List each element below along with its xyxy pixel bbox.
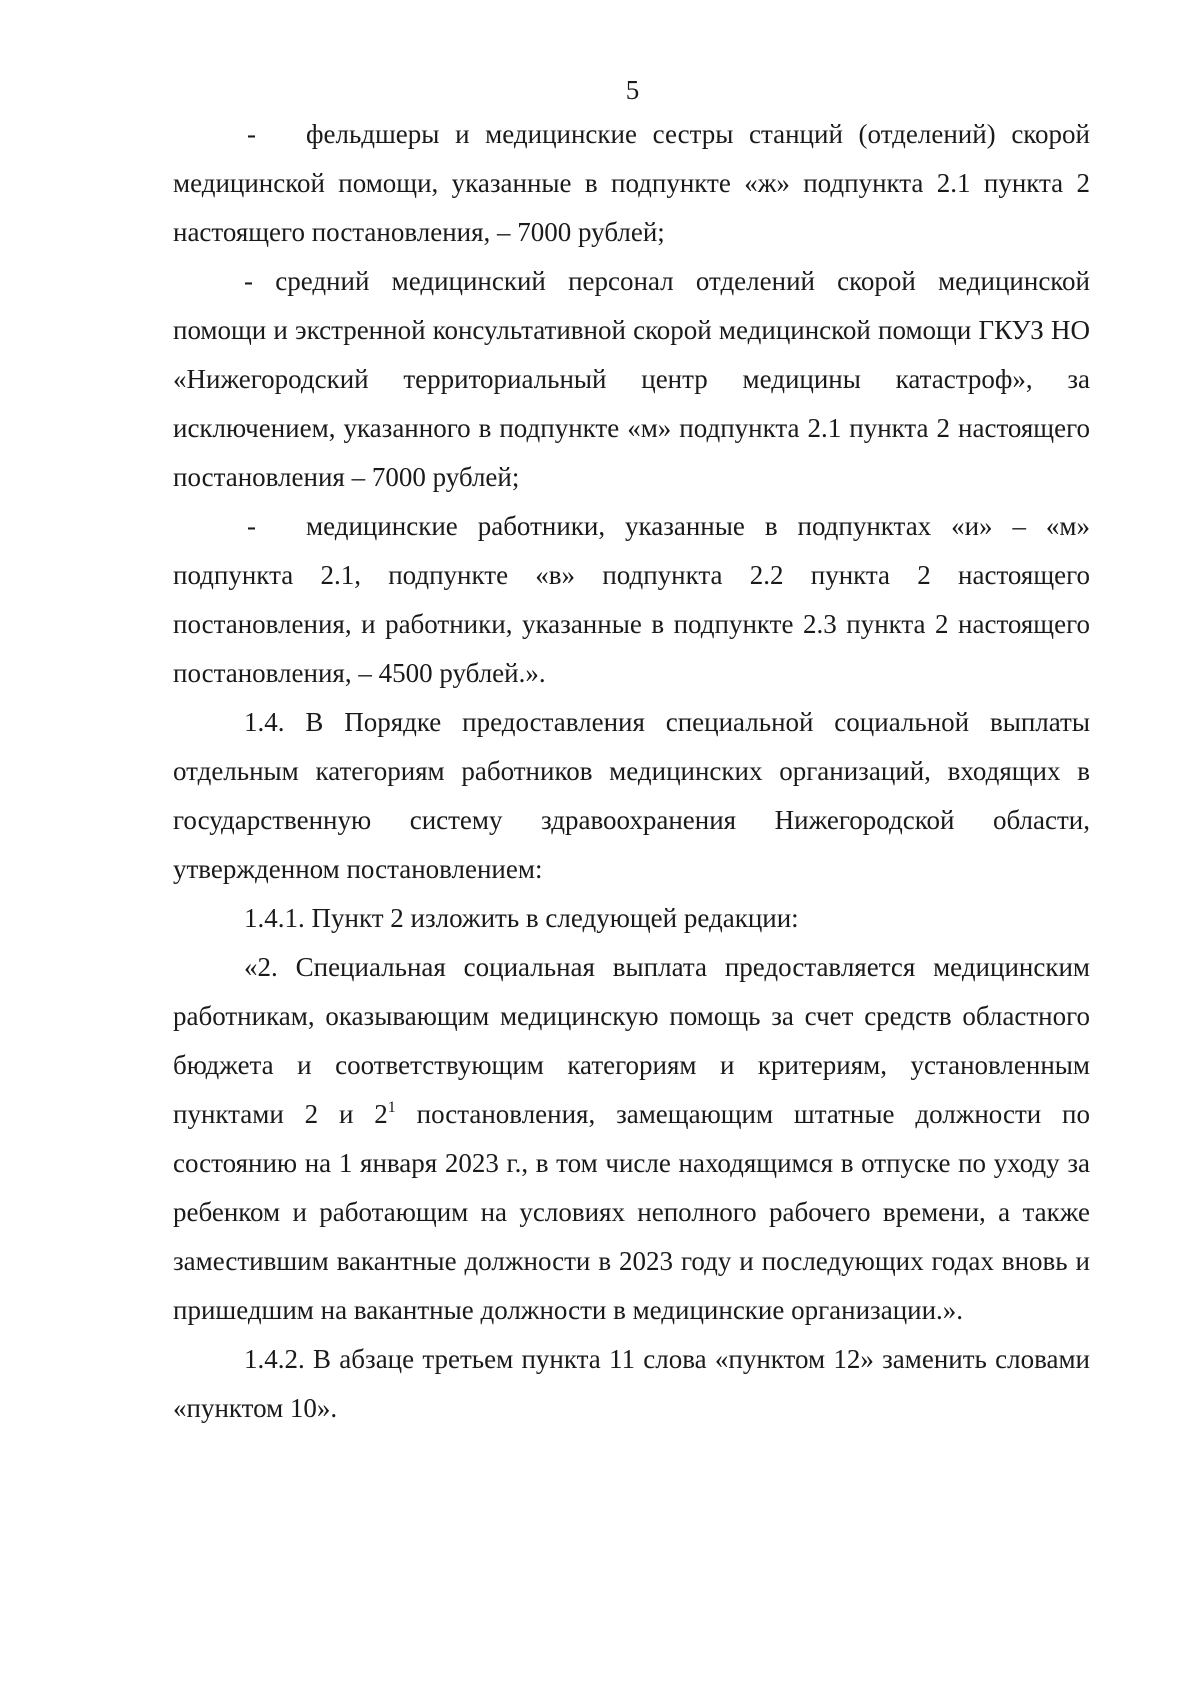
list-item-feldshers xyxy=(173,110,1090,257)
list-item-text: - средний медицинский персонал отделений скорой медицинской помощи и экстренной консультативной скорой медицинской помощи ГКУЗ НО «Нижегородский территориальный центр медицины катастроф», за исключением, указанного в подпункте «м» подпункта 2.1 пункта 2 настоящего постановления – 7000 рублей; xyxy=(173,266,1090,492)
quote-text-after: постановления, замещающим штатные должности по состоянию на 1 января 2023 г., в том числе находящимся в отпуске по уходу за ребенком и работающим на условиях неполного рабочего времени, а также заместившим вакантные должности в 2023 году и последующих годах вновь и пришедшим на вакантные должности в медицинские организации.». xyxy=(173,1099,1090,1325)
paragraph-1-4-1: 1.4.1. Пункт 2 изложить в следующей редакции: xyxy=(244,903,799,933)
document-body xyxy=(173,110,1090,1433)
superscript-index: 1 xyxy=(387,1099,396,1116)
list-dash: - xyxy=(247,511,256,541)
quote-text-before: «2. Специальная социальная выплата предоставляется медицинским работникам, оказывающим медицинскую помощь за счет средств областного бюджета и соответствующим категориям и критериям, установленным пунктами 2 и 2 xyxy=(173,952,1090,1129)
list-dash: - xyxy=(247,119,256,149)
list-item-text: фельдшеры и медицинские сестры станций (отделений) скорой медицинской помощи, указанные в подпункте «ж» подпункта 2.1 пункта 2 настоящего постановления, – 7000 рублей; xyxy=(173,119,1090,247)
paragraph-1-4-2: 1.4.2. В абзаце третьем пункта 11 слова «пунктом 12» заменить словами «пунктом 10». xyxy=(173,1344,1090,1423)
paragraph-1-4: 1.4. В Порядке предоставления специальной социальной выплаты отдельным категориям работников медицинских организаций, входящих в государственную систему здравоохранения Нижегородской области, утвержденном постановлением: xyxy=(173,707,1090,884)
paragraph-quoted-point-2 xyxy=(173,943,1090,1335)
list-item-med-workers xyxy=(173,502,1090,698)
list-item-text: медицинские работники, указанные в подпунктах «и» – «м» подпункта 2.1, подпункте «в» подпункта 2.2 пункта 2 настоящего постановления, и работники, указанные в подпункте 2.3 пункта 2 настоящего постановления, – 4500 рублей.». xyxy=(173,511,1090,688)
list-item-mid-staff xyxy=(173,257,1090,502)
page-number: 5 xyxy=(625,75,640,105)
